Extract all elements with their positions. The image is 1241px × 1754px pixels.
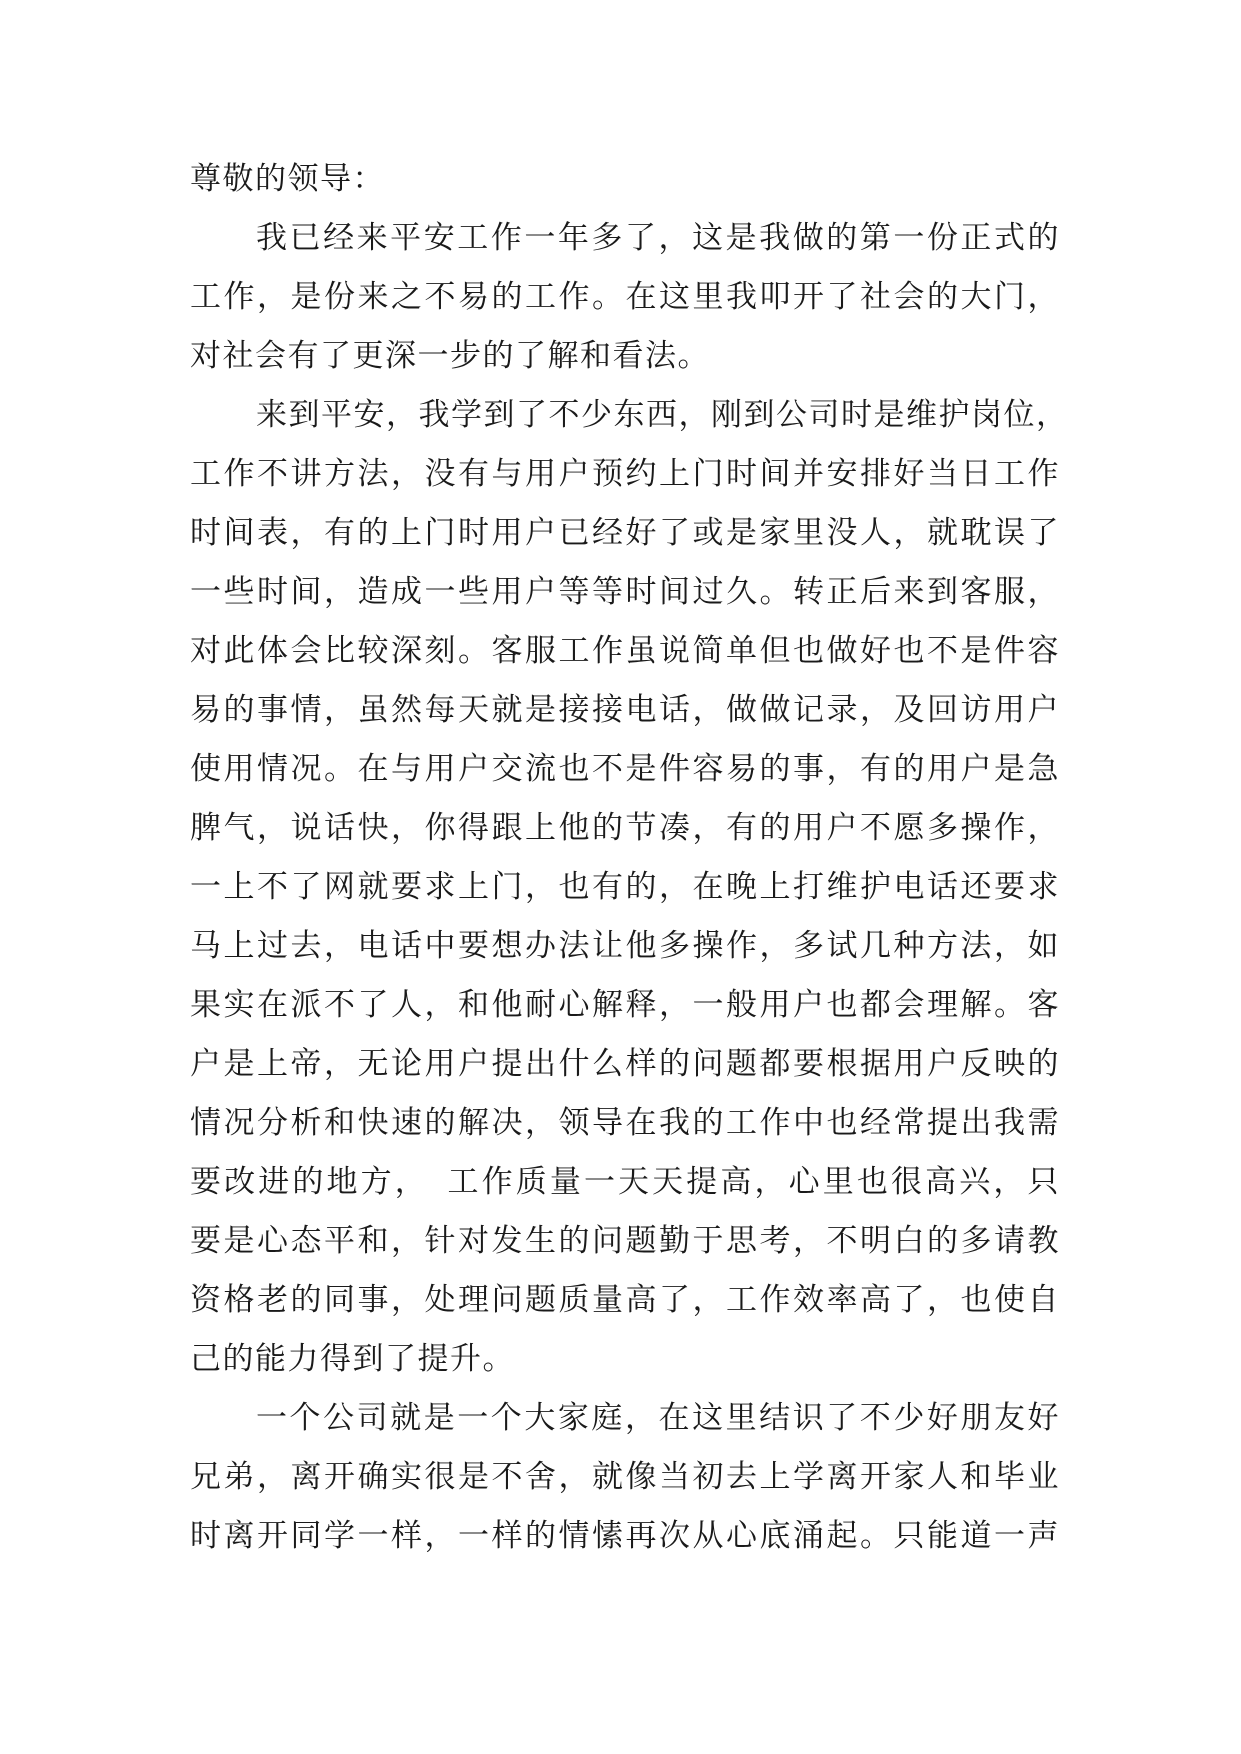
text-line: 工作不讲方法，没有与用户预约上门时间并安排好当日工作 — [190, 456, 1060, 492]
text-line: 来到平安，我学到了不少东西，刚到公司时是维护岗位， — [256, 397, 1069, 433]
text-line: 户是上帝，无论用户提出什么样的问题都要根据用户反映的 — [190, 1046, 1060, 1082]
letter-body — [190, 150, 1069, 1566]
text-line: 我已经来平安工作一年多了，这是我做的第一份正式的 — [256, 220, 1060, 256]
text-line: 情况分析和快速的解决，领导在我的工作中也经常提出我需 — [190, 1105, 1060, 1141]
text-line: 要是心态平和，针对发生的问题勤于思考，不明白的多请教 — [190, 1223, 1060, 1259]
text-line: 要改进的地方， 工作质量一天天提高，心里也很高兴，只 — [190, 1164, 1060, 1200]
text-line: 时间表，有的上门时用户已经好了或是家里没人，就耽误了 — [190, 515, 1060, 551]
text-line: 易的事情，虽然每天就是接接电话，做做记录，及回访用户 — [190, 692, 1060, 728]
text-line: 时离开同学一样，一样的情愫再次从心底涌起。只能道一声 — [190, 1518, 1060, 1554]
text-line: 一个公司就是一个大家庭，在这里结识了不少好朋友好 — [256, 1400, 1060, 1436]
text-line: 资格老的同事，处理问题质量高了，工作效率高了，也使自 — [190, 1282, 1060, 1318]
text-line: 一上不了网就要求上门，也有的，在晚上打维护电话还要求 — [190, 869, 1060, 905]
text-line: 马上过去，电话中要想办法让他多操作，多试几种方法，如 — [190, 928, 1060, 964]
text-line: 己的能力得到了提升。 — [190, 1341, 515, 1377]
text-line: 一些时间，造成一些用户等等时间过久。转正后来到客服， — [190, 574, 1060, 610]
text-line: 对此体会比较深刻。客服工作虽说简单但也做好也不是件容 — [190, 633, 1060, 669]
text-line: 使用情况。在与用户交流也不是件容易的事，有的用户是急 — [190, 751, 1060, 787]
text-line: 果实在派不了人，和他耐心解释，一般用户也都会理解。客 — [190, 987, 1060, 1023]
text-line: 工作，是份来之不易的工作。在这里我叩开了社会的大门， — [190, 279, 1060, 315]
text-line: 对社会有了更深一步的了解和看法。 — [190, 338, 710, 374]
text-line: 兄弟，离开确实很是不舍，就像当初去上学离开家人和毕业 — [190, 1459, 1060, 1495]
text-line: 脾气，说话快，你得跟上他的节凑，有的用户不愿多操作， — [190, 810, 1060, 846]
salutation: 尊敬的领导： — [190, 161, 385, 197]
